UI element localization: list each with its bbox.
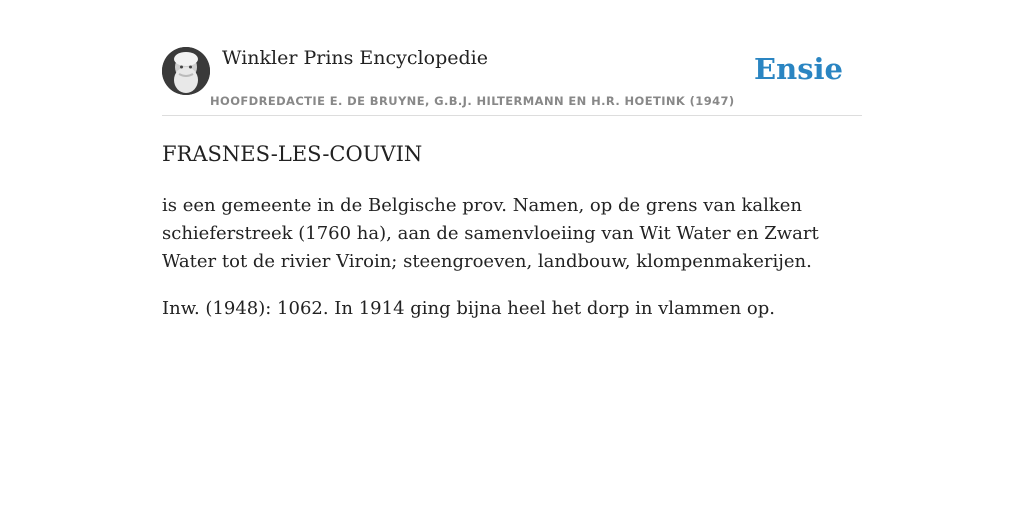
bearded-man-portrait-icon xyxy=(162,47,210,95)
entry-title: FRASNES-LES-COUVIN xyxy=(162,142,423,166)
ensie-logo-link[interactable]: Ensie xyxy=(754,52,843,86)
author-avatar[interactable] xyxy=(162,47,210,95)
source-title-link[interactable]: Winkler Prins Encyclopedie xyxy=(222,47,488,69)
source-header xyxy=(162,46,862,116)
editors-line: HOOFDREDACTIE E. DE BRUYNE, G.B.J. HILTERMANN EN H.R. HOETINK (1947) xyxy=(210,94,735,108)
article-paragraph: Inw. (1948): 1062. In 1914 ging bijna heel het dorp in vlammen op. xyxy=(162,298,775,319)
article-paragraph: is een gemeente in de Belgische prov. Namen, op de grens van kalken schieferstreek (1760 ha), aan de samenvloeiing van Wit Water en Zwart Water tot de rivier Viroin; steengroeven, landbouw, klompenmakerijen. xyxy=(162,195,819,272)
